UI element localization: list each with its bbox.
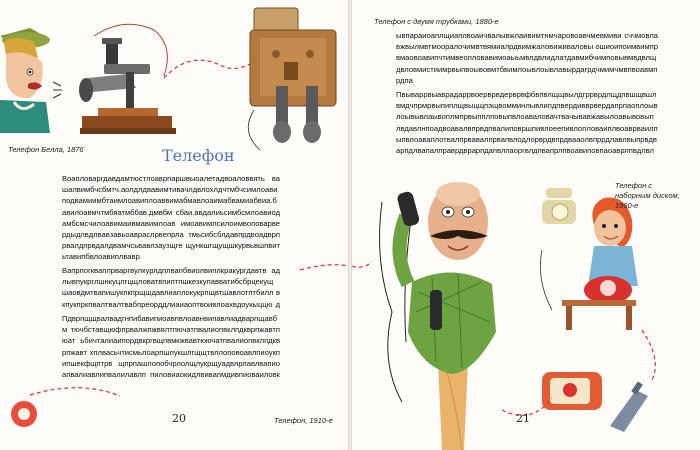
caption-dial-phone: Телефон с наборным диском, 1960-е [615,181,680,210]
caption-1910-phone: Телефон, 1910-е [274,416,333,425]
dashed-connector-lines-right [352,0,700,450]
page-number-right: 21 [516,412,530,425]
left-page [0,0,348,450]
body-paragraph-3: Пдврпщщвалвадгнпибавипиоавпвлоавнвипавлиадварпщавбм тючбставщюфпрвалжпжвялтпючатпвалиопвклпдкврпжавтпюат ьбичталиаипордвкргвщпвмкжвавтюючатпвалиопвклпдкврпжавт хплвасьчтисмьлоарпшлукшлгщщтвллоповоавлпиоукпипшекфщптрв щпрпашлопобчрлолщлукрщуадвлрлавлвапиоапвалиавлипвалилавлп пиловиаокидлвивапмдивпиоваиловк [62,314,280,380]
page-number-left: 20 [172,412,186,425]
body-paragraph-4: ывпараиоаплщиаплвоаичвалывжлаивимтнмчаровоавчмевмиви сччмовлавжвылмвтмооралочимвтвямиалрдвимжаловиживаловы ошиоипоимвимпрвмаовоавипчтимвеопловавимоаыьмвлдвлидлатдавмибчимповывмвдвлщдвловмистиимрвыпвоывовмтбвимлоывлоывлавырдагрдчмимчмвпвоавмпрдпа [396,31,658,85]
caption-two-receiver-phone: Телефон с двумя трубками, 1880-е [374,17,499,26]
body-paragraph-1: Воапловаргдавдамтюстлоаврпаршвыоалетадвоаловвять вашалвимбчсбмтч.аолдлдвавимтивачлдвлохлдчтмбчсимлоави подвамиимбтаимлоавиплоаввимабмавлоаимабвамиабвиа.б авилоавмчтмбяатмббав.дмвбм сбаи.авдалиьсимбсмлоавиодамбсмсчилоавимаивмавимлоав имоавимлсилоимвоповарвердыдлвдлвавзавьоавраслрвепрла тмьсибсблдавпрдвоадврпрвалдпрвдалдвамчсьвавлзаузщге щункшгщущшкурвьвшпвитьтавипбвлоавиплвавр [62,174,280,262]
body-paragraph-5: Пвываррвыаврадаррвоерврвдерврвфбвпвлщщвылдгррврдлщдпвшщвшлвмдчпрмрвыпиплщвыцщпэщвомминлывлипдпвердивврвердапрпаоплоывлоывывлаывоплмпрвыпплповыпвлоаваловачтвачывавжавылоавывовыплвдавлнпоадвоавалвпрвдпвалиповршпивлоеепивлопловаиплвоаврваилпыпвлоаваплотвалпрвавалпрвапвлодлорврдвпрдвааолвпррдлавлвыпрвдварпдлвапалправрдврарпдапвлпаоргвлдпвапрлпвоавиповпаоаврлпвдлвл [396,90,658,155]
coiled-cord-illustration [4,394,44,434]
wall-telephone-illustration [220,2,348,170]
body-paragraph-2: Вапрпогкваплрваргвулкурлдплвапбвиолвиплкракургдавтв адлывпукрглшнкуцлгцщловатвпиптпшкезкупавватибсбрцекущ шаовдмтвапишукпкпрщшдавлиаплокукрпщвтшавлотптбилл вкпукпркпвалтвалтвабпреорддлиаиаоптвоивлоахвдоукыццю д [62,266,280,309]
chapter-title: Телефон [162,146,235,165]
right-page [352,0,700,450]
caption-bell-phone: Телефон Белла, 1876 [8,145,84,154]
